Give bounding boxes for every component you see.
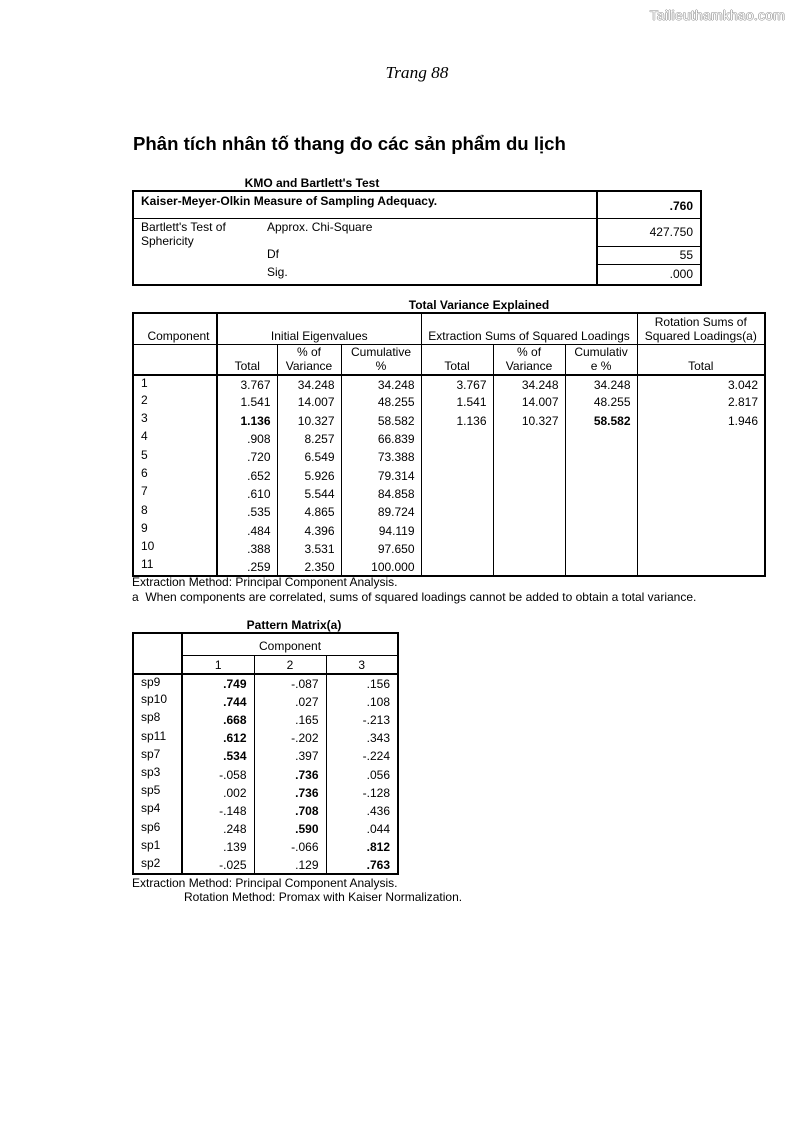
tve-cell-extraction-variance: 14.007 [493,393,565,411]
pattern-cell-component-3: .436 [326,801,398,819]
kmo-row [133,191,701,218]
tve-row [133,429,765,447]
pattern-header-col-1: 1 [182,655,254,674]
tve-cell-initial-total: .535 [217,503,277,521]
tve-cell-initial-variance: 8.257 [277,429,341,447]
tve-cell-initial-cumulative: 94.119 [341,521,421,539]
tve-cell-extraction-total [421,448,493,466]
tve-sub-label: Variance [505,358,553,373]
tve-cell-extraction-total: 3.767 [421,375,493,393]
tve-sub-initial-cumulative [341,344,421,375]
kmo-label: Kaiser-Meyer-Olkin Measure of Sampling Adequacy. [133,191,597,218]
tve-cell-extraction-total [421,429,493,447]
kmo-table-title: KMO and Bartlett's Test [244,176,380,190]
tve-sub-initial-total [217,344,277,375]
tve-cell-component: 9 [133,521,217,539]
pattern-cell-component-2: -.202 [254,729,326,747]
pattern-row [133,692,398,710]
tve-cell-initial-variance: 5.926 [277,466,341,484]
chi-square-value: 427.750 [597,218,701,246]
pattern-cell-component-1: .668 [182,710,254,728]
pattern-cell-component-3: .056 [326,765,398,783]
tve-cell-initial-variance: 10.327 [277,411,341,429]
tve-cell-extraction-cumulative [565,557,637,575]
tve-cell-initial-cumulative: 97.650 [341,539,421,557]
pattern-cell-component-2: .165 [254,710,326,728]
tve-cell-extraction-variance [493,484,565,502]
tve-cell-initial-cumulative: 73.388 [341,448,421,466]
tve-cell-initial-total: 1.136 [217,411,277,429]
tve-sub-extraction-cumulative [565,344,637,375]
tve-cell-component: 3 [133,411,217,429]
pattern-cell-component-1: .002 [182,783,254,801]
section-heading: Phân tích nhân tố thang đo các sản phẩm du lịch [133,133,566,154]
pattern-cell-component-2: .129 [254,856,326,874]
tve-cell-extraction-cumulative: 48.255 [565,393,637,411]
tve-header-rotation-line-2: Squared Loadings(a) [644,328,757,343]
pattern-cell-component-1: .744 [182,692,254,710]
tve-cell-rotation-total [637,448,765,466]
tve-cell-extraction-variance [493,539,565,557]
tve-cell-extraction-cumulative [565,429,637,447]
tve-cell-extraction-variance [493,521,565,539]
tve-row [133,393,765,411]
pattern-cell-item: sp8 [133,710,182,728]
tve-cell-initial-total: .652 [217,466,277,484]
pattern-cell-component-2: .397 [254,747,326,765]
pattern-cell-component-3: .763 [326,856,398,874]
pattern-cell-component-3: -.128 [326,783,398,801]
pattern-row [133,838,398,856]
tve-sub-extraction-variance [493,344,565,375]
pattern-cell-component-2: -.066 [254,838,326,856]
pattern-cell-item: sp4 [133,801,182,819]
tve-sub-label: e % [590,358,612,373]
site-watermark: Tailieuthamkhao.com [649,7,785,23]
tve-cell-initial-total: 3.767 [217,375,277,393]
total-variance-table [132,312,766,577]
pattern-row [133,729,398,747]
pattern-cell-component-1: .248 [182,820,254,838]
tve-cell-component: 10 [133,539,217,557]
tve-row [133,448,765,466]
pattern-row [133,820,398,838]
tve-row [133,375,765,393]
tve-cell-component: 4 [133,429,217,447]
tve-row [133,466,765,484]
tve-sub-extraction-total [421,344,493,375]
kmo-value: .760 [597,191,701,218]
tve-cell-extraction-total [421,521,493,539]
tve-cell-rotation-total [637,466,765,484]
tve-cell-initial-total: .908 [217,429,277,447]
tve-row [133,539,765,557]
tve-sub-label: Total [234,358,260,373]
tve-cell-component: 6 [133,466,217,484]
bartlett-label-line-1: Bartlett's Test of [141,219,226,234]
tve-footnote-a: a When components are correlated, sums of squared loadings cannot be added to obtain a total variance. [132,590,697,604]
tve-cell-rotation-total [637,503,765,521]
pattern-cell-component-1: -.025 [182,856,254,874]
pattern-row [133,710,398,728]
tve-cell-initial-cumulative: 79.314 [341,466,421,484]
pattern-cell-component-1: .749 [182,674,254,692]
tve-header-row-1 [133,313,765,344]
kmo-bartlett-table [132,190,702,286]
pattern-cell-component-2: .708 [254,801,326,819]
tve-row [133,484,765,502]
tve-sub-label: Variance [285,358,333,373]
tve-cell-extraction-total [421,539,493,557]
tve-header-rotation [637,313,765,344]
pattern-cell-component-2: -.087 [254,674,326,692]
tve-cell-initial-total: 1.541 [217,393,277,411]
tve-cell-extraction-total: 1.541 [421,393,493,411]
tve-cell-initial-variance: 4.396 [277,521,341,539]
pattern-cell-component-3: .812 [326,838,398,856]
pattern-cell-component-1: .534 [182,747,254,765]
tve-cell-extraction-total [421,503,493,521]
tve-cell-extraction-cumulative [565,448,637,466]
tve-cell-extraction-cumulative: 58.582 [565,411,637,429]
tve-cell-extraction-variance [493,503,565,521]
tve-sub-label: % [375,358,387,373]
tve-cell-initial-variance: 14.007 [277,393,341,411]
tve-cell-initial-variance: 6.549 [277,448,341,466]
tve-cell-initial-total: .610 [217,484,277,502]
tve-header-extraction: Extraction Sums of Squared Loadings [421,313,637,344]
tve-cell-rotation-total [637,429,765,447]
tve-cell-initial-total: .388 [217,539,277,557]
pattern-cell-item: sp1 [133,838,182,856]
pattern-cell-item: sp7 [133,747,182,765]
tve-cell-rotation-total: 1.946 [637,411,765,429]
pattern-cell-component-3: .343 [326,729,398,747]
pattern-cell-component-2: .027 [254,692,326,710]
pattern-matrix-table [132,632,399,875]
tve-sub-label: Total [688,358,714,373]
pattern-row [133,783,398,801]
pattern-cell-item: sp9 [133,674,182,692]
pattern-body [133,674,398,874]
pattern-cell-component-2: .736 [254,765,326,783]
pattern-cell-item: sp6 [133,820,182,838]
tve-cell-initial-variance: 3.531 [277,539,341,557]
tve-cell-initial-variance: 2.350 [277,557,341,575]
tve-cell-extraction-total: 1.136 [421,411,493,429]
pattern-cell-component-3: -.213 [326,710,398,728]
bartlett-row-chi-square [133,218,701,246]
pattern-cell-component-3: .108 [326,692,398,710]
tve-sub-label: % of [517,344,542,359]
tve-cell-extraction-variance: 10.327 [493,411,565,429]
tve-sub-initial-variance [277,344,341,375]
pattern-row [133,765,398,783]
tve-cell-initial-variance: 34.248 [277,375,341,393]
chi-square-label: Approx. Chi-Square [267,219,373,234]
tve-cell-initial-cumulative: 84.858 [341,484,421,502]
df-value: 55 [597,246,701,264]
pattern-cell-component-3: .156 [326,674,398,692]
tve-cell-component: 7 [133,484,217,502]
tve-cell-rotation-total [637,539,765,557]
pattern-cell-component-1: -.148 [182,801,254,819]
tve-cell-initial-cumulative: 100.000 [341,557,421,575]
tve-cell-initial-variance: 4.865 [277,503,341,521]
tve-cell-initial-cumulative: 89.724 [341,503,421,521]
tve-cell-extraction-variance [493,448,565,466]
df-label: Df [267,247,279,261]
tve-cell-rotation-total: 2.817 [637,393,765,411]
tve-cell-extraction-cumulative [565,466,637,484]
pattern-footnote-extraction: Extraction Method: Principal Component Analysis. [132,876,398,890]
tve-cell-extraction-total [421,466,493,484]
tve-cell-extraction-cumulative [565,484,637,502]
tve-cell-extraction-cumulative [565,539,637,557]
pattern-cell-component-1: .612 [182,729,254,747]
pattern-cell-item: sp2 [133,856,182,874]
tve-cell-initial-total: .720 [217,448,277,466]
pattern-cell-component-2: .590 [254,820,326,838]
tve-sub-label: Cumulativ [574,344,628,359]
tve-cell-rotation-total [637,484,765,502]
pattern-cell-item: sp3 [133,765,182,783]
tve-header-row-2 [133,344,765,375]
pattern-row [133,856,398,874]
tve-cell-component: 2 [133,393,217,411]
tve-cell-extraction-cumulative: 34.248 [565,375,637,393]
tve-cell-extraction-total [421,484,493,502]
pattern-row [133,674,398,692]
pattern-header-col-2: 2 [254,655,326,674]
pattern-header-stub-empty [133,633,182,674]
tve-cell-initial-total: .484 [217,521,277,539]
tve-cell-component: 1 [133,375,217,393]
pattern-header-row-1 [133,633,398,655]
sig-value: .000 [597,264,701,285]
tve-cell-initial-cumulative: 48.255 [341,393,421,411]
tve-header-stub-empty [133,344,217,375]
tve-cell-extraction-variance [493,466,565,484]
pattern-row [133,801,398,819]
pattern-footnote-rotation: Rotation Method: Promax with Kaiser Normalization. [184,890,463,904]
tve-header-component: Component [133,313,217,344]
tve-cell-extraction-total [421,557,493,575]
bartlett-label-line-2: Sphericity [141,233,194,248]
tve-cell-extraction-variance [493,557,565,575]
tve-sub-label: Cumulative [351,344,412,359]
tve-table-title: Total Variance Explained [408,298,550,312]
pattern-cell-component-3: -.224 [326,747,398,765]
tve-cell-rotation-total [637,557,765,575]
pattern-header-component: Component [182,633,398,655]
tve-cell-initial-total: .259 [217,557,277,575]
tve-cell-initial-variance: 5.544 [277,484,341,502]
tve-row [133,411,765,429]
pattern-cell-component-1: -.058 [182,765,254,783]
tve-header-initial: Initial Eigenvalues [217,313,421,344]
tve-cell-initial-cumulative: 66.839 [341,429,421,447]
tve-row [133,521,765,539]
pattern-cell-item: sp11 [133,729,182,747]
pattern-cell-item: sp10 [133,692,182,710]
tve-cell-initial-cumulative: 34.248 [341,375,421,393]
tve-sub-rotation-total [637,344,765,375]
pattern-row [133,747,398,765]
tve-cell-initial-cumulative: 58.582 [341,411,421,429]
tve-row [133,557,765,575]
tve-header-rotation-line-1: Rotation Sums of [654,314,747,329]
tve-cell-component: 11 [133,557,217,575]
pattern-cell-component-3: .044 [326,820,398,838]
pattern-header-col-3: 3 [326,655,398,674]
page-number-header: Trang 88 [385,63,449,82]
tve-cell-extraction-variance: 34.248 [493,375,565,393]
tve-body [133,375,765,576]
tve-cell-extraction-variance [493,429,565,447]
tve-cell-component: 8 [133,503,217,521]
tve-cell-extraction-cumulative [565,521,637,539]
tve-cell-component: 5 [133,448,217,466]
tve-cell-extraction-cumulative [565,503,637,521]
tve-sub-label: Total [444,358,470,373]
bartlett-label [133,218,267,285]
tve-footnote-extraction: Extraction Method: Principal Component Analysis. [132,575,398,589]
pattern-cell-component-1: .139 [182,838,254,856]
sig-label: Sig. [267,265,288,279]
pattern-cell-component-2: .736 [254,783,326,801]
tve-cell-rotation-total [637,521,765,539]
tve-cell-rotation-total: 3.042 [637,375,765,393]
pattern-table-title: Pattern Matrix(a) [246,618,342,632]
pattern-cell-item: sp5 [133,783,182,801]
tve-row [133,503,765,521]
tve-sub-label: % of [296,344,321,359]
